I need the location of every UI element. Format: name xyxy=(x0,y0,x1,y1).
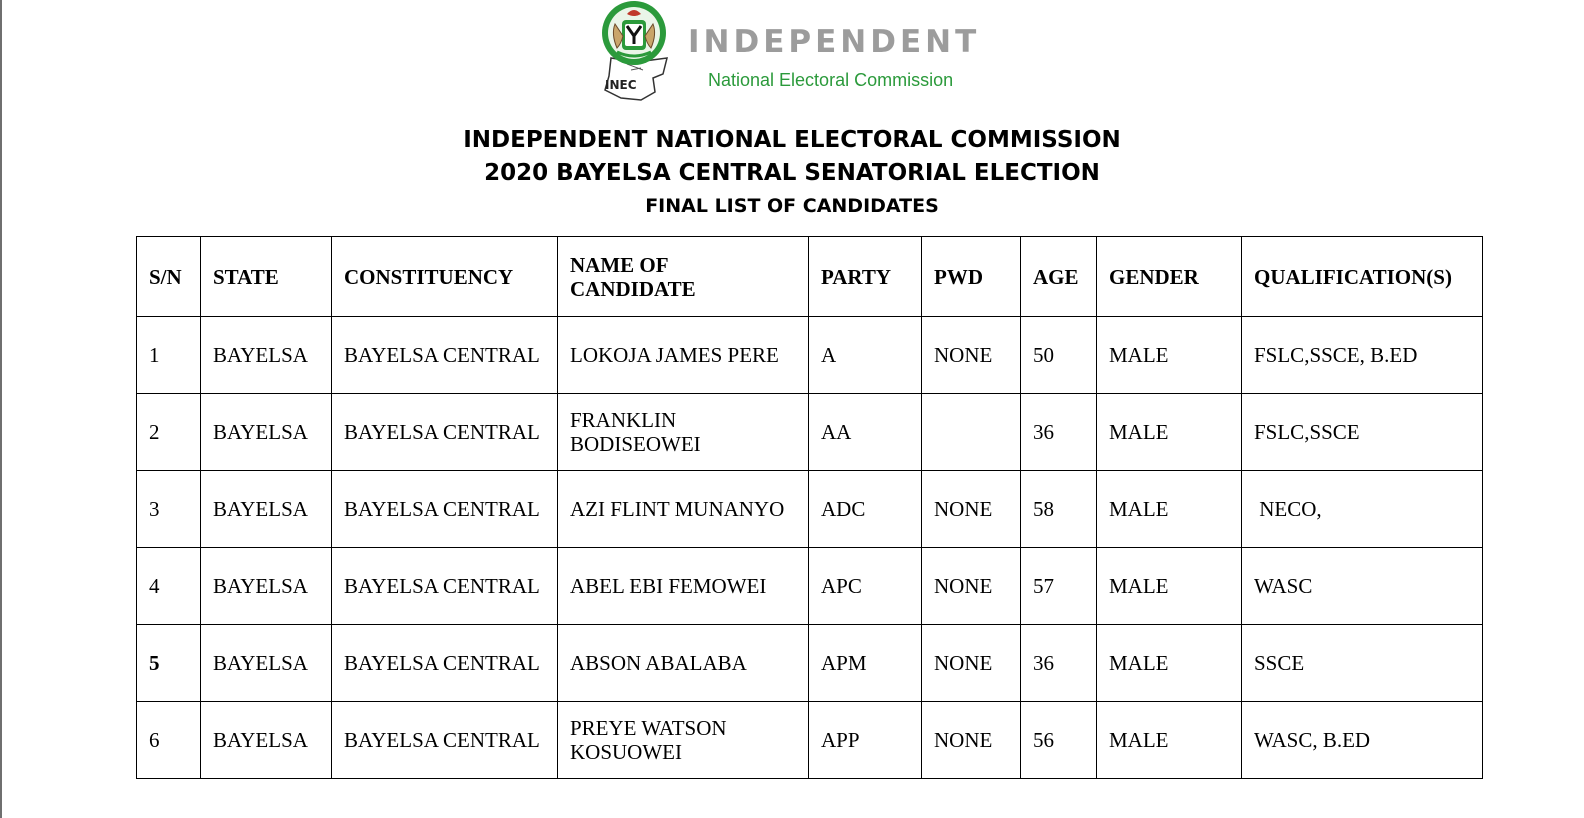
cell-party: A xyxy=(809,317,922,394)
cell-qualification: WASC xyxy=(1242,548,1483,625)
cell-state: BAYELSA xyxy=(201,394,332,471)
cell-party: AA xyxy=(809,394,922,471)
cell-name: ABEL EBI FEMOWEI xyxy=(558,548,809,625)
column-header-sn: S/N xyxy=(137,237,201,317)
cell-sn: 5 xyxy=(137,625,201,702)
cell-state: BAYELSA xyxy=(201,317,332,394)
page-edge xyxy=(0,0,2,818)
cell-age: 56 xyxy=(1021,702,1097,779)
column-header-party: PARTY xyxy=(809,237,922,317)
cell-name: AZI FLINT MUNANYO xyxy=(558,471,809,548)
cell-pwd: NONE xyxy=(922,471,1021,548)
candidates-table xyxy=(136,236,1483,779)
cell-constituency: BAYELSA CENTRAL xyxy=(332,702,558,779)
column-header-gender: GENDER xyxy=(1097,237,1242,317)
cell-pwd: NONE xyxy=(922,625,1021,702)
cell-name: FRANKLIN BODISEOWEI xyxy=(558,394,809,471)
cell-sn: 6 xyxy=(137,702,201,779)
table-row xyxy=(137,394,1483,471)
cell-gender: MALE xyxy=(1097,548,1242,625)
election-title: 2020 BAYELSA CENTRAL SENATORIAL ELECTION xyxy=(484,160,1100,186)
cell-party: APC xyxy=(809,548,922,625)
cell-gender: MALE xyxy=(1097,394,1242,471)
cell-age: 36 xyxy=(1021,394,1097,471)
cell-qualification: FSLC,SSCE, B.ED xyxy=(1242,317,1483,394)
cell-age: 50 xyxy=(1021,317,1097,394)
cell-party: APM xyxy=(809,625,922,702)
cell-gender: MALE xyxy=(1097,702,1242,779)
cell-pwd: NONE xyxy=(922,317,1021,394)
cell-pwd: NONE xyxy=(922,702,1021,779)
column-header-pwd: PWD xyxy=(922,237,1021,317)
cell-state: BAYELSA xyxy=(201,702,332,779)
cell-party: APP xyxy=(809,702,922,779)
cell-gender: MALE xyxy=(1097,471,1242,548)
logo-wordmark: INDEPENDENT xyxy=(688,24,981,60)
list-title: FINAL LIST OF CANDIDATES xyxy=(645,195,939,217)
cell-name: PREYE WATSON KOSUOWEI xyxy=(558,702,809,779)
cell-qualification: NECO, xyxy=(1242,471,1483,548)
cell-sn: 1 xyxy=(137,317,201,394)
cell-name: LOKOJA JAMES PERE xyxy=(558,317,809,394)
cell-gender: MALE xyxy=(1097,625,1242,702)
table-row xyxy=(137,548,1483,625)
column-header-qualification: QUALIFICATION(S) xyxy=(1242,237,1483,317)
document-title: INDEPENDENT NATIONAL ELECTORAL COMMISSION xyxy=(463,127,1121,153)
cell-name: ABSON ABALABA xyxy=(558,625,809,702)
cell-party: ADC xyxy=(809,471,922,548)
logo-subtitle: National Electoral Commission xyxy=(708,70,954,90)
inec-badge: INEC xyxy=(605,78,637,92)
column-header-age: AGE xyxy=(1021,237,1097,317)
inec-logo xyxy=(597,0,997,104)
table-header-row xyxy=(137,237,1483,317)
cell-age: 36 xyxy=(1021,625,1097,702)
cell-constituency: BAYELSA CENTRAL xyxy=(332,394,558,471)
column-header-state: STATE xyxy=(201,237,332,317)
cell-state: BAYELSA xyxy=(201,548,332,625)
table-row xyxy=(137,317,1483,394)
table-row xyxy=(137,702,1483,779)
cell-sn: 3 xyxy=(137,471,201,548)
cell-age: 58 xyxy=(1021,471,1097,548)
column-header-constituency: CONSTITUENCY xyxy=(332,237,558,317)
cell-pwd xyxy=(922,394,1021,471)
column-header-name: NAME OF CANDIDATE xyxy=(558,237,809,317)
cell-sn: 2 xyxy=(137,394,201,471)
cell-constituency: BAYELSA CENTRAL xyxy=(332,317,558,394)
cell-constituency: BAYELSA CENTRAL xyxy=(332,471,558,548)
table-row xyxy=(137,625,1483,702)
cell-state: BAYELSA xyxy=(201,471,332,548)
cell-qualification: SSCE xyxy=(1242,625,1483,702)
table-row xyxy=(137,471,1483,548)
cell-age: 57 xyxy=(1021,548,1097,625)
cell-sn: 4 xyxy=(137,548,201,625)
cell-gender: MALE xyxy=(1097,317,1242,394)
cell-qualification: FSLC,SSCE xyxy=(1242,394,1483,471)
cell-pwd: NONE xyxy=(922,548,1021,625)
cell-state: BAYELSA xyxy=(201,625,332,702)
cell-constituency: BAYELSA CENTRAL xyxy=(332,625,558,702)
cell-constituency: BAYELSA CENTRAL xyxy=(332,548,558,625)
cell-qualification: WASC, B.ED xyxy=(1242,702,1483,779)
